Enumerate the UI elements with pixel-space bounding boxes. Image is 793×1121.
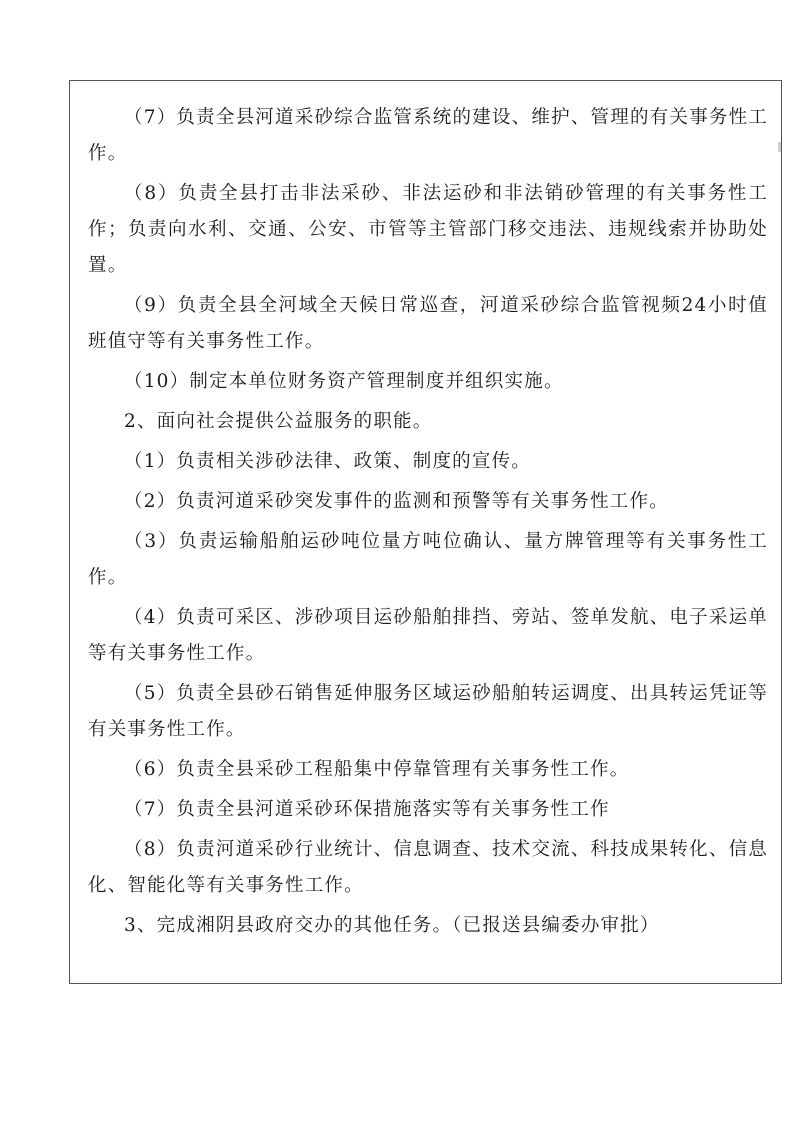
paragraph-7-environmental-measures: （7）负责全县河道采砂环保措施落实等有关事务性工作 [124,799,610,820]
section-2-heading: 2、面向社会提供公益服务的职能。 [124,411,433,432]
paragraph-4-ship-scheduling: （4）负责可采区、涉砂项目运砂船舶排挡、旁站、签单发航、电子采运单等有关事务性工作。 [88,607,768,664]
paragraph-3-tonnage-confirmation: （3）负责运输船舶运砂吨位量方吨位确认、量方牌管理等有关事务性工作。 [88,531,768,588]
section-3-other-tasks: 3、完成湘阴县政府交办的其他任务。（已报送县编委办审批） [124,915,660,936]
paragraph-2-emergency-monitoring: （2）负责河道采砂突发事件的监测和预警等有关事务性工作。 [124,491,669,512]
document-body [88,100,768,948]
paragraph-10-finance-management: （10）制定本单位财务资产管理制度并组织实施。 [124,371,564,392]
paragraph-6-ship-mooring: （6）负责全县采砂工程船集中停靠管理有关事务性工作。 [124,759,630,780]
paragraph-1-law-publicity: （1）负责相关涉砂法律、政策、制度的宣传。 [124,451,531,472]
paragraph-8-illegal-sand-crackdown: （8）负责全县打击非法采砂、非法运砂和非法销砂管理的有关事务性工作；负责向水利、交通、公安、市管等主管部门移交违法、违规线索并协助处置。 [88,183,768,276]
paragraph-5-transfer-dispatch: （5）负责全县砂石销售延伸服务区域运砂船舶转运调度、出具转运凭证等有关事务性工作。 [88,683,768,740]
paragraph-9-daily-patrol: （9）负责全县全河域全天候日常巡查，河道采砂综合监管视频24小时值班值守等有关事务性工作。 [88,295,768,352]
scan-edge-mark [778,142,781,152]
paragraph-7-system-construction: （7）负责全县河道采砂综合监管系统的建设、维护、管理的有关事务性工作。 [88,107,768,164]
paragraph-8-industry-statistics: （8）负责河道采砂行业统计、信息调查、技术交流、科技成果转化、信息化、智能化等有关事务性工作。 [88,839,768,896]
